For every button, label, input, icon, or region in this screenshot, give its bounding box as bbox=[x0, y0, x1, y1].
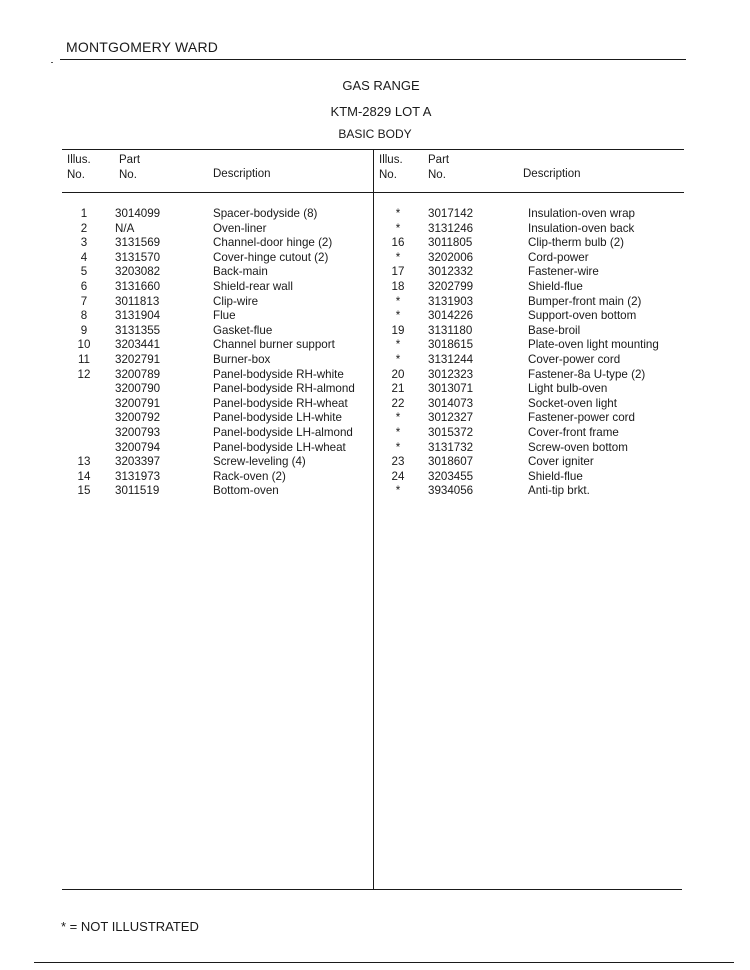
right-row-part-cell: 3131244 bbox=[428, 352, 474, 366]
illus-label-line2: No. bbox=[379, 168, 397, 181]
right-row-desc-cell: Shield-flue bbox=[528, 469, 583, 483]
left-row-part-cell: 3203082 bbox=[115, 265, 161, 279]
part-label-line2: No. bbox=[119, 168, 137, 181]
right-illus-column bbox=[382, 207, 414, 499]
left-row-part-cell: 3131973 bbox=[115, 469, 161, 483]
left-row-part-cell: 3131569 bbox=[115, 236, 161, 250]
right-row-desc-cell: Fastener-8a U-type (2) bbox=[528, 367, 646, 381]
right-row-illus-cell: * bbox=[395, 484, 401, 498]
left-row-part-cell: 3200792 bbox=[115, 411, 161, 425]
right-row-illus-cell: * bbox=[395, 440, 401, 454]
right-row-desc-cell: Cover-power cord bbox=[528, 352, 621, 366]
right-illus-header bbox=[379, 153, 403, 182]
right-row-part-cell: 3131903 bbox=[428, 294, 474, 308]
doc-title: GAS RANGE bbox=[342, 78, 420, 93]
right-row-illus-cell: * bbox=[395, 411, 401, 425]
left-description-column bbox=[213, 207, 355, 499]
left-row-illus-cell: 13 bbox=[77, 455, 91, 469]
right-row-illus-cell: * bbox=[395, 338, 401, 352]
header-rule bbox=[60, 59, 686, 60]
left-row-part-cell: 3203397 bbox=[115, 455, 161, 469]
left-row-illus-cell: 5 bbox=[80, 265, 88, 279]
right-row-desc-cell: Cover igniter bbox=[528, 455, 594, 469]
right-row-part-cell: 3934056 bbox=[428, 484, 474, 498]
left-row-desc-cell: Panel-bodyside LH-almond bbox=[213, 425, 353, 439]
right-row-illus-cell: * bbox=[395, 425, 401, 439]
left-row-desc-cell: Oven-liner bbox=[213, 221, 267, 235]
left-row-part-cell: 3200794 bbox=[115, 440, 161, 454]
left-row-illus-cell: 3 bbox=[80, 236, 88, 250]
right-row-illus-cell: 18 bbox=[391, 279, 405, 293]
left-row-illus-cell: 2 bbox=[80, 221, 88, 235]
left-row-illus-cell bbox=[72, 397, 96, 412]
left-row-desc-cell: Cover-hinge cutout (2) bbox=[213, 250, 329, 264]
right-row-part-cell: 3014226 bbox=[428, 309, 474, 323]
left-row-part-cell: 3200790 bbox=[115, 382, 161, 396]
left-row-part-cell: 3200791 bbox=[115, 396, 161, 410]
right-row-illus-cell: * bbox=[395, 207, 401, 220]
left-row-illus-cell: 7 bbox=[80, 294, 88, 308]
right-row-illus-cell: 20 bbox=[391, 367, 405, 381]
left-row-desc-cell: Channel burner support bbox=[213, 338, 335, 352]
part-label-line1: Part bbox=[428, 154, 450, 166]
left-row-illus-cell: 6 bbox=[80, 279, 88, 293]
left-row-illus-cell bbox=[72, 382, 96, 397]
right-row-part-cell: 3131246 bbox=[428, 221, 474, 235]
left-illus-column bbox=[72, 207, 96, 499]
left-row-part-cell: 3203441 bbox=[115, 338, 161, 352]
right-row-desc-cell: Fastener-wire bbox=[528, 265, 599, 279]
left-row-desc-cell: Rack-oven (2) bbox=[213, 469, 286, 483]
left-row-desc-cell: Panel-bodyside LH-wheat bbox=[213, 440, 346, 454]
left-row-part-cell: 3200789 bbox=[115, 367, 161, 381]
right-row-part-cell: 3131180 bbox=[428, 323, 473, 337]
left-row-part-cell: 3131570 bbox=[115, 250, 161, 264]
right-row-desc-cell: Anti-tip brkt. bbox=[528, 484, 590, 498]
left-row-part-cell: 3131355 bbox=[115, 323, 161, 337]
right-row-desc-cell: Screw-oven bottom bbox=[528, 440, 628, 454]
right-row-desc-cell: Cord-power bbox=[528, 250, 589, 264]
page-bottom-rule bbox=[34, 962, 734, 963]
left-row-illus-cell bbox=[72, 411, 96, 426]
left-row-illus-cell: 8 bbox=[80, 309, 88, 323]
right-row-desc-cell: Clip-therm bulb (2) bbox=[528, 236, 624, 250]
left-row-desc-cell: Panel-bodyside RH-almond bbox=[213, 382, 355, 396]
left-row-illus-cell bbox=[72, 426, 96, 441]
right-row-illus-cell: * bbox=[395, 309, 401, 323]
right-row-part-cell: 3202006 bbox=[428, 250, 474, 264]
right-row-illus-cell: 19 bbox=[391, 323, 405, 337]
illus-label-line1: Illus. bbox=[67, 154, 91, 166]
right-row-desc-cell: Light bulb-oven bbox=[528, 382, 608, 396]
left-description-header: Description bbox=[213, 168, 271, 180]
right-row-part-cell: 3011805 bbox=[428, 236, 473, 250]
right-row-part-cell: 3018607 bbox=[428, 455, 474, 469]
left-row-illus-cell: 1 bbox=[80, 207, 88, 220]
right-row-desc-cell: Insulation-oven wrap bbox=[528, 207, 635, 220]
model-number: KTM-2829 LOT A bbox=[330, 104, 432, 119]
right-row-illus-cell: * bbox=[395, 221, 401, 235]
part-label-line2: No. bbox=[428, 168, 446, 181]
part-label-line1: Part bbox=[119, 154, 141, 166]
left-part-header bbox=[119, 153, 140, 182]
right-row-desc-cell: Insulation-oven back bbox=[528, 221, 635, 235]
left-row-desc-cell: Gasket-flue bbox=[213, 323, 273, 337]
left-row-illus-cell: 14 bbox=[77, 469, 91, 483]
right-row-part-cell: 3012327 bbox=[428, 411, 474, 425]
left-row-desc-cell: Bottom-oven bbox=[213, 484, 279, 498]
right-row-desc-cell: Socket-oven light bbox=[528, 396, 617, 410]
left-row-desc-cell: Channel-door hinge (2) bbox=[213, 236, 333, 250]
right-row-part-cell: 3013071 bbox=[428, 382, 474, 396]
brand-name: MONTGOMERY WARD bbox=[66, 39, 219, 55]
left-illus-header bbox=[67, 153, 91, 182]
right-row-illus-cell: 24 bbox=[391, 469, 405, 483]
right-row-part-cell: 3015372 bbox=[428, 425, 474, 439]
right-row-part-cell: 3018615 bbox=[428, 338, 474, 352]
right-row-desc-cell: Fastener-power cord bbox=[528, 411, 635, 425]
illus-label-line2: No. bbox=[67, 168, 85, 181]
left-row-desc-cell: Flue bbox=[213, 309, 236, 323]
left-row-part-cell: 3200793 bbox=[115, 425, 161, 439]
left-row-part-cell: 3011519 bbox=[115, 484, 160, 498]
right-row-illus-cell: * bbox=[395, 250, 401, 264]
right-row-illus-cell: 16 bbox=[391, 236, 405, 250]
right-row-desc-cell: Base-broil bbox=[528, 323, 581, 337]
column-divider bbox=[373, 149, 374, 889]
right-row-part-cell: 3012332 bbox=[428, 265, 474, 279]
right-row-part-cell: 3012323 bbox=[428, 367, 474, 381]
left-part-column bbox=[115, 207, 160, 499]
scan-mark bbox=[51, 62, 53, 63]
left-row-desc-cell: Spacer-bodyside (8) bbox=[213, 207, 318, 220]
footnote: * = NOT ILLUSTRATED bbox=[61, 919, 199, 934]
illus-label-line1: Illus. bbox=[379, 154, 403, 166]
section-title: BASIC BODY bbox=[338, 127, 412, 141]
right-row-illus-cell: 22 bbox=[391, 396, 405, 410]
left-row-illus-cell: 10 bbox=[77, 338, 91, 352]
right-part-column bbox=[428, 207, 473, 499]
left-row-illus-cell: 11 bbox=[77, 352, 91, 366]
left-row-illus-cell: 9 bbox=[80, 323, 88, 337]
right-row-desc-cell: Cover-front frame bbox=[528, 425, 619, 439]
right-row-desc-cell: Support-oven bottom bbox=[528, 309, 637, 323]
left-row-part-cell: 3131660 bbox=[115, 279, 161, 293]
left-row-desc-cell: Panel-bodyside RH-white bbox=[213, 367, 344, 381]
left-row-part-cell: N/A bbox=[115, 221, 135, 235]
right-row-part-cell: 3131732 bbox=[428, 440, 474, 454]
left-row-desc-cell: Panel-bodyside RH-wheat bbox=[213, 396, 348, 410]
left-row-illus-cell: 4 bbox=[80, 250, 88, 264]
right-row-illus-cell: 23 bbox=[391, 455, 405, 469]
right-row-illus-cell: * bbox=[395, 352, 401, 366]
left-row-illus-cell: 15 bbox=[77, 484, 91, 498]
left-row-illus-cell: 12 bbox=[77, 367, 91, 381]
right-row-part-cell: 3202799 bbox=[428, 279, 474, 293]
right-row-illus-cell: 17 bbox=[391, 265, 405, 279]
left-row-desc-cell: Clip-wire bbox=[213, 294, 259, 308]
left-row-desc-cell: Back-main bbox=[213, 265, 268, 279]
left-row-desc-cell: Screw-leveling (4) bbox=[213, 455, 306, 469]
right-row-desc-cell: Plate-oven light mounting bbox=[528, 338, 659, 352]
left-row-part-cell: 3011813 bbox=[115, 294, 160, 308]
right-row-part-cell: 3203455 bbox=[428, 469, 474, 483]
right-row-part-cell: 3017142 bbox=[428, 207, 474, 220]
left-row-part-cell: 3131904 bbox=[115, 309, 161, 323]
left-row-desc-cell: Burner-box bbox=[213, 352, 271, 366]
right-description-header: Description bbox=[523, 168, 581, 180]
left-row-illus-cell bbox=[72, 441, 96, 456]
right-row-part-cell: 3014073 bbox=[428, 396, 474, 410]
right-part-header bbox=[428, 153, 449, 182]
right-row-desc-cell: Bumper-front main (2) bbox=[528, 294, 642, 308]
left-row-desc-cell: Panel-bodyside LH-white bbox=[213, 411, 342, 425]
right-description-column bbox=[528, 207, 659, 499]
right-row-illus-cell: 21 bbox=[391, 382, 405, 396]
right-row-desc-cell: Shield-flue bbox=[528, 279, 583, 293]
left-row-part-cell: 3014099 bbox=[115, 207, 161, 220]
right-row-illus-cell: * bbox=[395, 294, 401, 308]
left-row-part-cell: 3202791 bbox=[115, 352, 161, 366]
left-row-desc-cell: Shield-rear wall bbox=[213, 279, 293, 293]
table-bottom-rule bbox=[62, 889, 682, 890]
